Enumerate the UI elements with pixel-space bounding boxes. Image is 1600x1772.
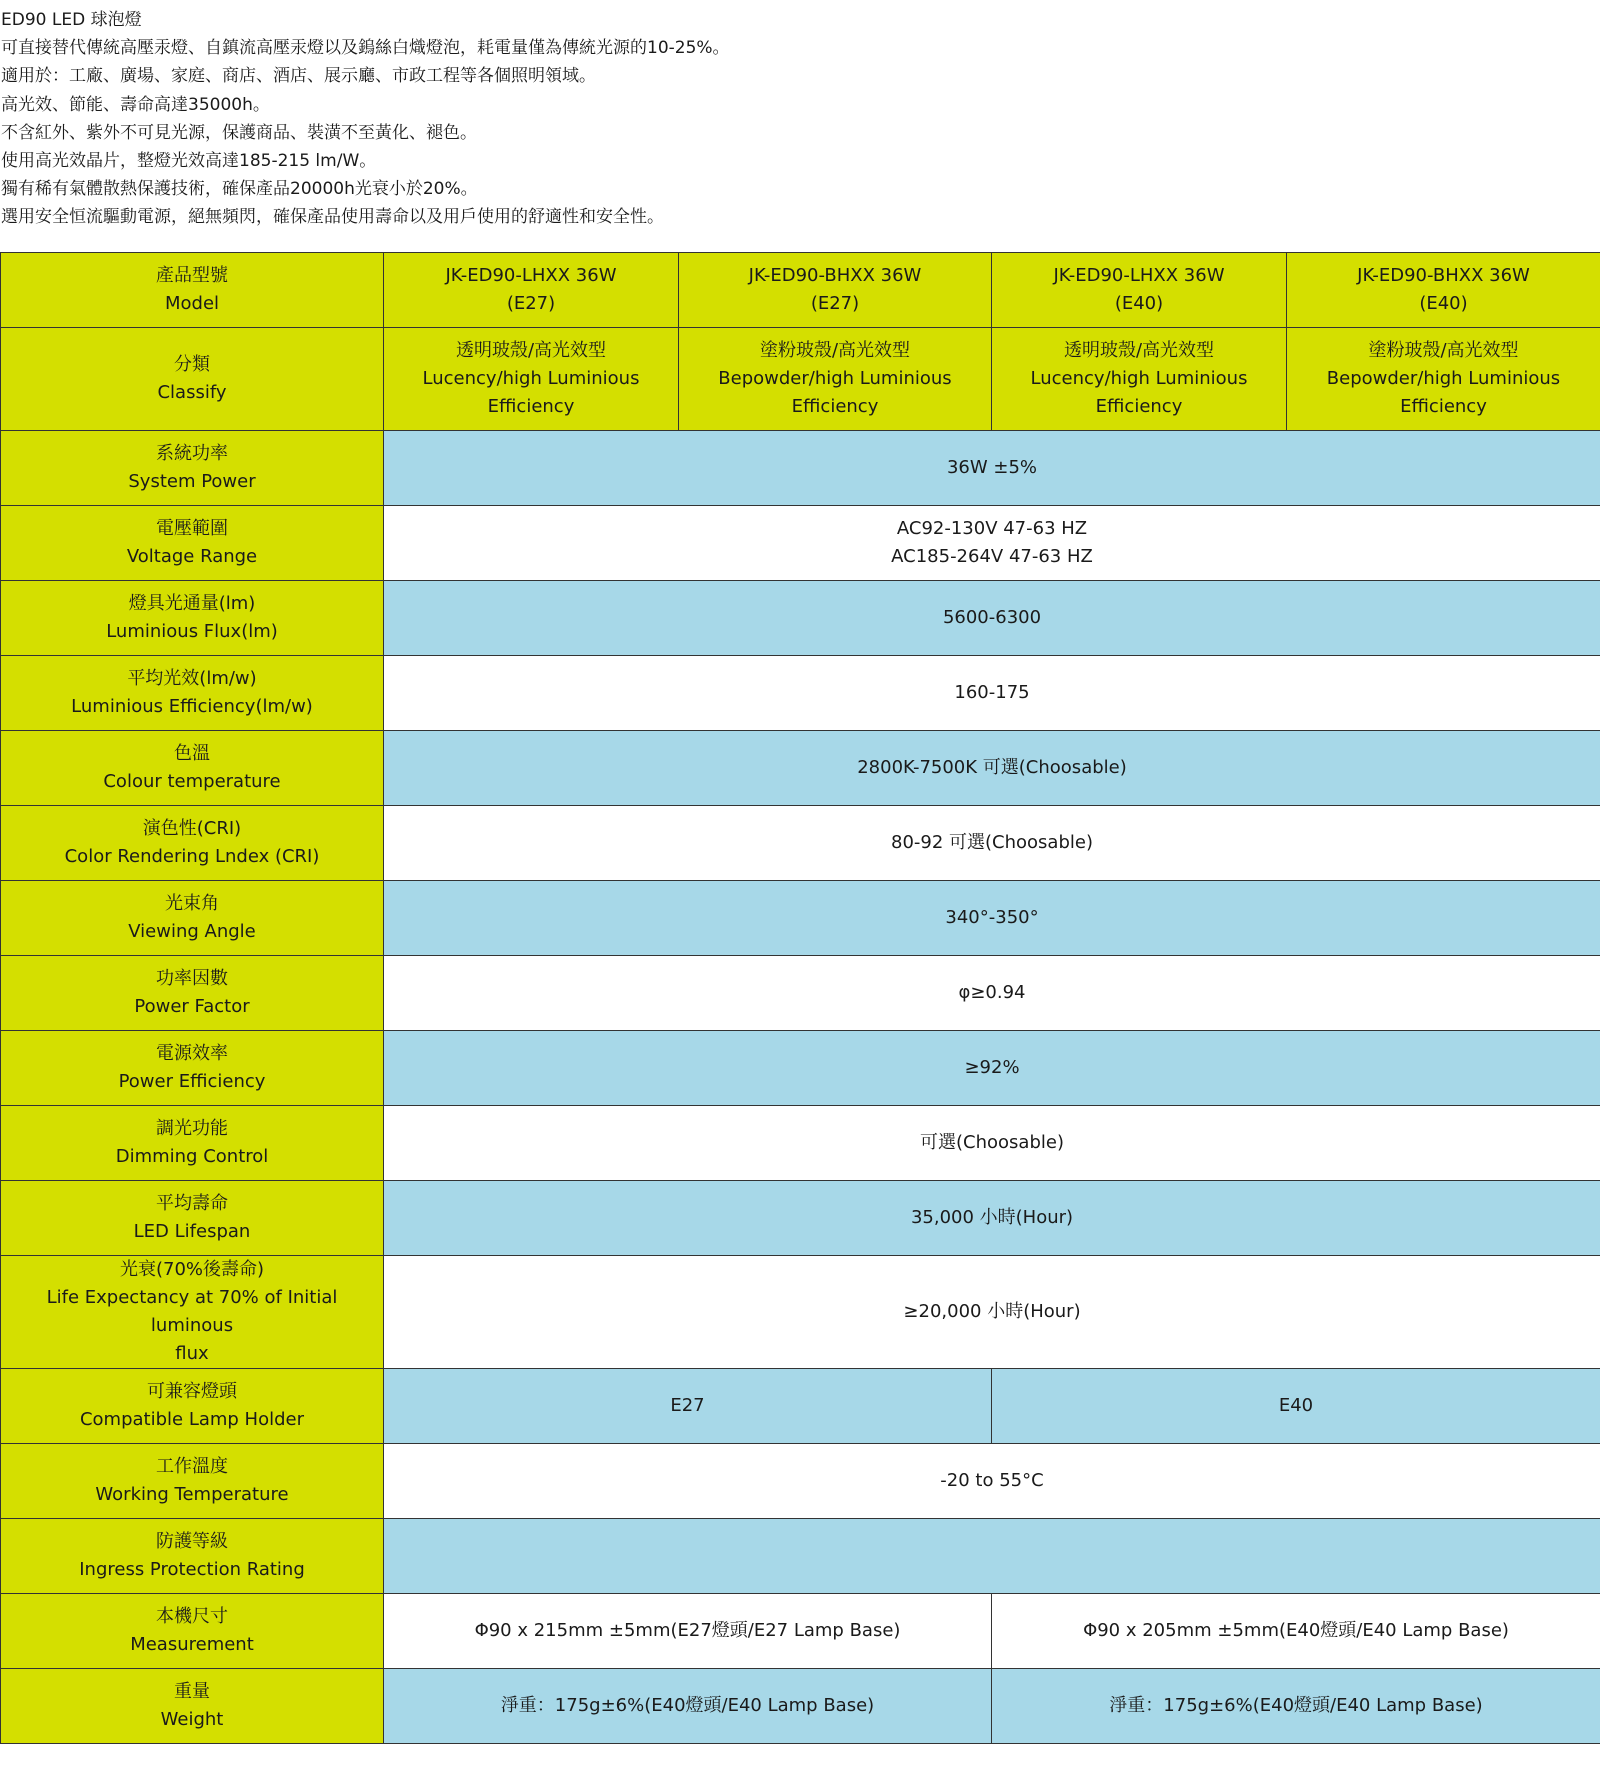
value-cell: 36W ±5% xyxy=(384,431,1600,506)
table-row-flux xyxy=(1,581,1600,656)
value-cell: 可選(Choosable) xyxy=(384,1106,1600,1181)
table-row-ip xyxy=(1,1519,1600,1594)
row-label: 系統功率 System Power xyxy=(1,431,384,506)
table-row-lifespan xyxy=(1,1181,1600,1256)
table-row-classify xyxy=(1,328,1600,431)
row-label: 光束角 Viewing Angle xyxy=(1,881,384,956)
table-row-efficiency xyxy=(1,656,1600,731)
table-row-holder xyxy=(1,1369,1600,1444)
table-row-angle xyxy=(1,881,1600,956)
table-row-lumen-decay xyxy=(1,1256,1600,1369)
table-row-weight xyxy=(1,1669,1600,1744)
table-row-cri xyxy=(1,806,1600,881)
intro-line: 高光效、節能、壽命高達35000h。 xyxy=(1,94,270,115)
intro-section xyxy=(0,6,1600,232)
intro-line: 獨有稀有氣體散熱保護技術，確保產品20000h光衰小於20%。 xyxy=(1,179,478,200)
value-cell: 淨重：175g±6%(E40燈頭/E40 Lamp Base) xyxy=(992,1669,1600,1744)
model-cell: JK-ED90-BHXX 36W (E27) xyxy=(679,253,992,328)
value-cell: -20 to 55°C xyxy=(384,1444,1600,1519)
table-row-temp xyxy=(1,1444,1600,1519)
value-cell: Φ90 x 215mm ±5mm(E27燈頭/E27 Lamp Base) xyxy=(384,1594,992,1669)
spec-table xyxy=(0,252,1600,1744)
value-cell: φ≥0.94 xyxy=(384,956,1600,1031)
value-cell: Φ90 x 205mm ±5mm(E40燈頭/E40 Lamp Base) xyxy=(992,1594,1600,1669)
table-row-voltage xyxy=(1,506,1600,581)
classify-cell: 透明玻殼/高光效型 Lucency/high Luminious Efficiency xyxy=(992,328,1287,431)
value-cell: AC92-130V 47-63 HZ AC185-264V 47-63 HZ xyxy=(384,506,1600,581)
intro-line: 選用安全恒流驅動電源，絕無頻閃，確保產品使用壽命以及用戶使用的舒適性和安全性。 xyxy=(1,207,664,228)
row-label: 平均壽命 LED Lifespan xyxy=(1,1181,384,1256)
row-label: 色溫 Colour temperature xyxy=(1,731,384,806)
value-cell: ≥20,000 小時(Hour) xyxy=(384,1256,1600,1369)
value-cell: 淨重：175g±6%(E40燈頭/E40 Lamp Base) xyxy=(384,1669,992,1744)
value-cell: 340°-350° xyxy=(384,881,1600,956)
table-row-peff xyxy=(1,1031,1600,1106)
classify-cell: 塗粉玻殼/高光效型 Bepowder/high Luminious Efficiency xyxy=(1287,328,1600,431)
row-label: 電源效率 Power Efficiency xyxy=(1,1031,384,1106)
row-label: 燈具光通量(lm) Luminious Flux(lm) xyxy=(1,581,384,656)
value-cell: 80-92 可選(Choosable) xyxy=(384,806,1600,881)
value-cell: 5600-6300 xyxy=(384,581,1600,656)
row-label: 工作溫度 Working Temperature xyxy=(1,1444,384,1519)
intro-line: 可直接替代傳統高壓汞燈、自鎮流高壓汞燈以及鎢絲白熾燈泡，耗電量僅為傳統光源的10-25%。 xyxy=(1,38,730,59)
row-label: 防護等級 Ingress Protection Rating xyxy=(1,1519,384,1594)
value-cell: 35,000 小時(Hour) xyxy=(384,1181,1600,1256)
row-label: 產品型號 Model xyxy=(1,253,384,328)
row-label: 演色性(CRI) Color Rendering Lndex (CRI) xyxy=(1,806,384,881)
table-row-dimming xyxy=(1,1106,1600,1181)
value-cell xyxy=(384,1519,1600,1594)
intro-line: 使用高光效晶片，整燈光效高達185-215 lm/W。 xyxy=(1,151,377,172)
intro-line: 適用於：工廠、廣場、家庭、商店、酒店、展示廳、市政工程等各個照明領域。 xyxy=(1,66,596,87)
table-row-pf xyxy=(1,956,1600,1031)
value-cell: E27 xyxy=(384,1369,992,1444)
value-cell: 160-175 xyxy=(384,656,1600,731)
value-cell: 2800K-7500K 可選(Choosable) xyxy=(384,731,1600,806)
table-row-model xyxy=(1,253,1600,328)
table-row-cct xyxy=(1,731,1600,806)
classify-cell: 塗粉玻殼/高光效型 Bepowder/high Luminious Efficiency xyxy=(679,328,992,431)
row-label: 功率因數 Power Factor xyxy=(1,956,384,1031)
table-row-measurement xyxy=(1,1594,1600,1669)
row-label: 本機尺寸 Measurement xyxy=(1,1594,384,1669)
value-cell: ≥92% xyxy=(384,1031,1600,1106)
intro-line: 不含紅外、紫外不可見光源，保護商品、裝潢不至黃化、褪色。 xyxy=(1,122,477,143)
row-label: 可兼容燈頭 Compatible Lamp Holder xyxy=(1,1369,384,1444)
table-row-power xyxy=(1,431,1600,506)
classify-cell: 透明玻殼/高光效型 Lucency/high Luminious Efficiency xyxy=(384,328,679,431)
row-label: 電壓範圍 Voltage Range xyxy=(1,506,384,581)
model-cell: JK-ED90-LHXX 36W (E40) xyxy=(992,253,1287,328)
model-cell: JK-ED90-LHXX 36W (E27) xyxy=(384,253,679,328)
model-cell: JK-ED90-BHXX 36W (E40) xyxy=(1287,253,1600,328)
intro-title: ED90 LED 球泡燈 xyxy=(1,10,142,30)
row-label: 分類 Classify xyxy=(1,328,384,431)
row-label: 平均光效(lm/w) Luminious Efficiency(lm/w) xyxy=(1,656,384,731)
row-label: 重量 Weight xyxy=(1,1669,384,1744)
row-label: 光衰(70%後壽命) Life Expectancy at 70% of Initial luminous flux xyxy=(1,1256,384,1369)
row-label: 調光功能 Dimming Control xyxy=(1,1106,384,1181)
value-cell: E40 xyxy=(992,1369,1600,1444)
